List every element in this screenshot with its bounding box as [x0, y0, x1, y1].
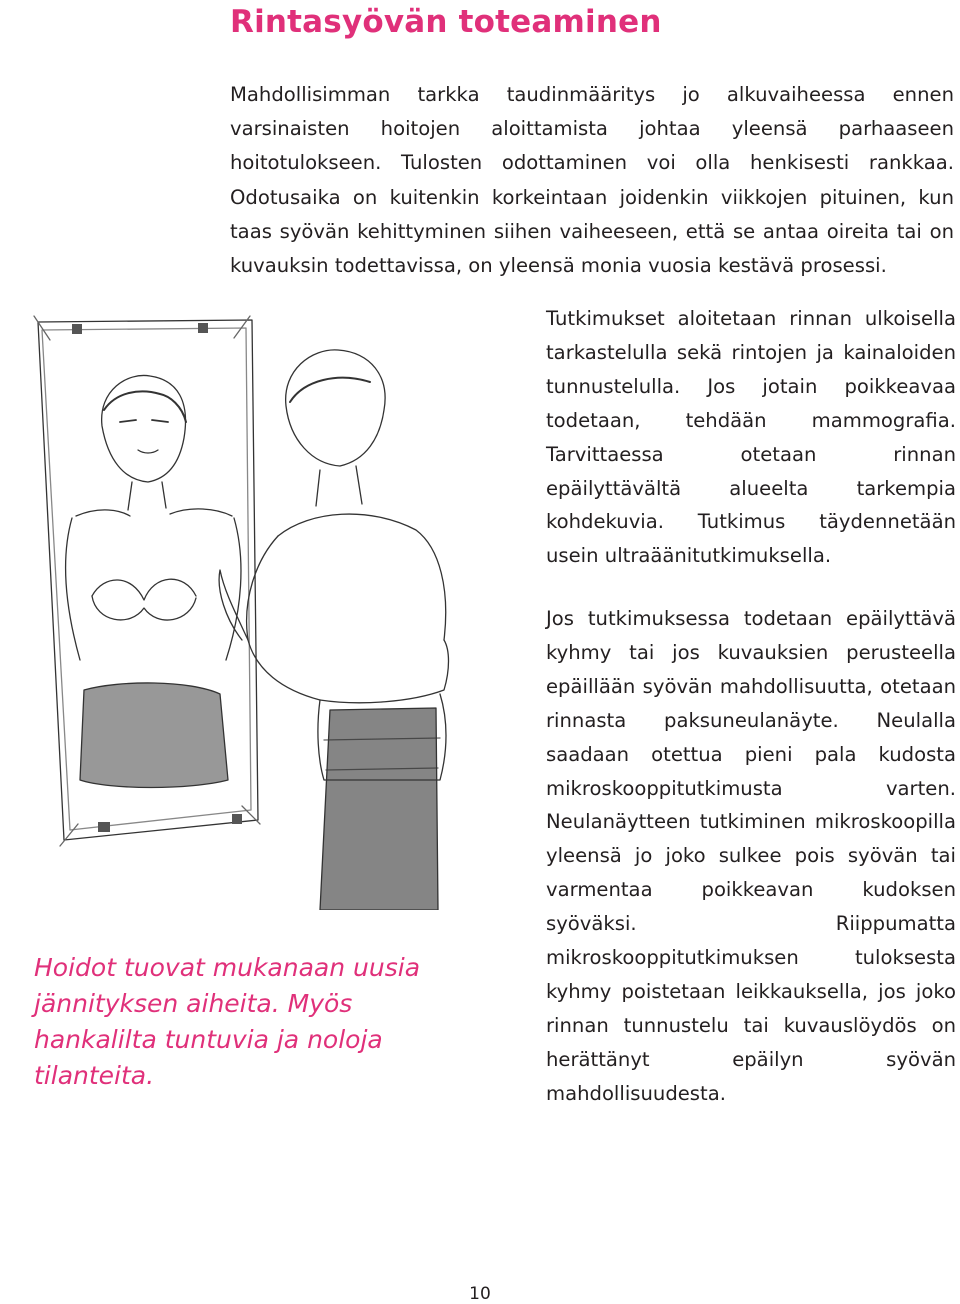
- illustration-caption: Hoidot tuovat mukanaan uusia jännityksen aiheita. Myös hankalilta tuntuvia ja noloja tilanteita.: [34, 953, 421, 1090]
- examination-paragraph: Tutkimukset aloitetaan rinnan ulkoisella tarkastelulla sekä rintojen ja kainaloiden tunnustelulla. Jos jotain poikkeavaa todetaan, tehdään mammografia. Tarvittaessa otetaan rinnan epäilyttävältä alueelta tarkempia kohdekuvia. Tutkimus täydennetään usein ultraäänitutkimuksella.: [546, 307, 956, 568]
- page-number: 10: [469, 1284, 491, 1304]
- intro-paragraph: Mahdollisimman tarkka taudinmääritys jo alkuvaiheessa ennen varsinaisten hoitojen aloittamista johtaa yleensä parhaaseen hoitotulokseen. Tulosten odottaminen voi olla henkisesti rankkaa. Odotusaika on kuitenkin korkeintaan joidenkin viikkojen pituinen, kun taas syövän kehittyminen siihen vaiheeseen, että se antaa oireita tai on kuvauksin todettavissa, on yleensä monia vuosia kestävä prosessi.: [230, 83, 954, 278]
- mirror-sketch-illustration: [20, 310, 540, 910]
- reflection-figure: [66, 375, 241, 787]
- page-title: Rintasyövän toteaminen: [230, 4, 662, 40]
- biopsy-paragraph: Jos tutkimuksessa todetaan epäilyttävä kyhmy tai jos kuvauksien perusteella epäillään syövän mahdollisuutta, otetaan rinnasta paksuneulanäyte. Neulalla saadaan otettua pieni pala kudosta mikroskooppitutkimusta varten. Neulanäytteen tutkiminen mikroskoopilla yleensä jo joko sulkee pois syövän tai varmentaa poikkeavan kudoksen syöväksi. Riippumatta mikroskooppitutkimuksen tuloksesta kyhmy poistetaan leikkauksella, jos joko rinnan tunnustelu tai kuvauslöydös on herättänyt epäilyn syövän mahdollisuudesta.: [546, 607, 956, 1105]
